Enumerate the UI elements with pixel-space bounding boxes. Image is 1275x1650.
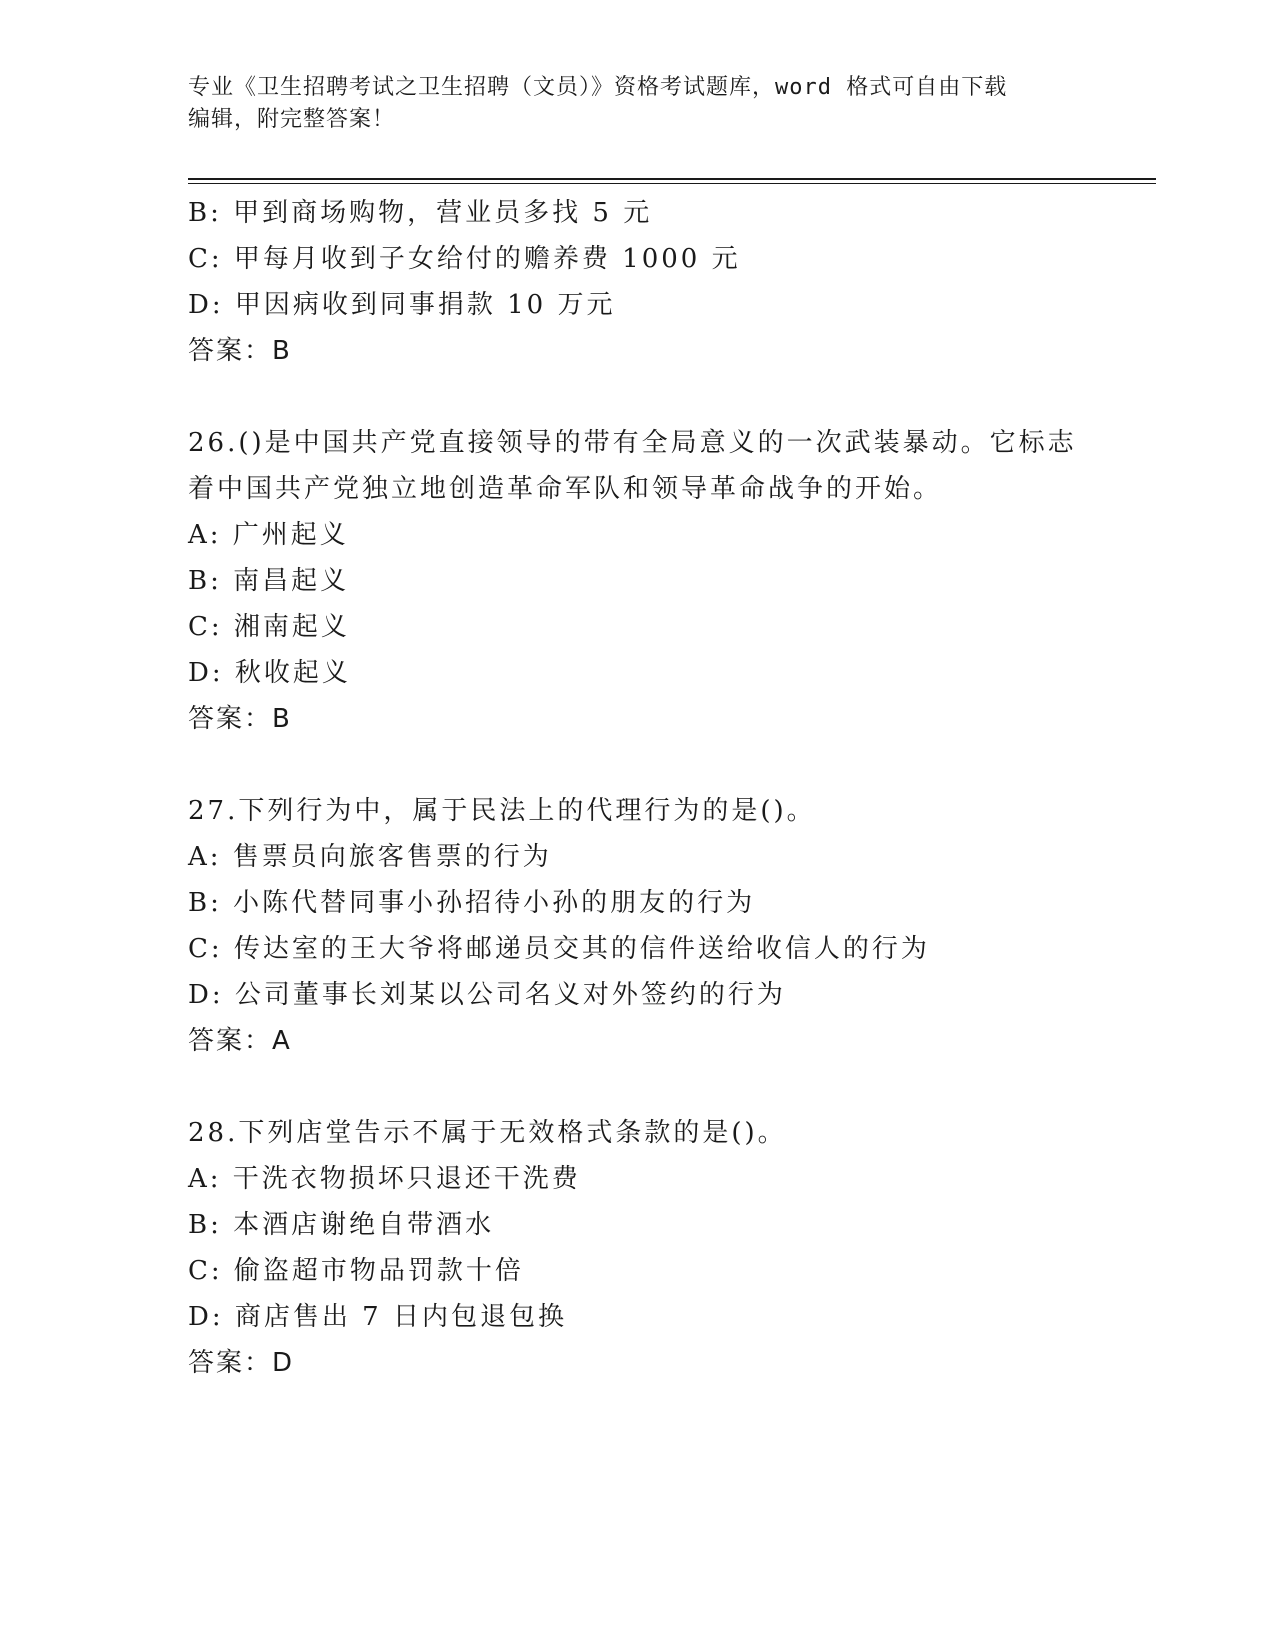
option-b: B: 南昌起义 — [188, 566, 350, 596]
option-b: B: 甲到商场购物，营业员多找 5 元 — [188, 198, 653, 228]
header-line-1: 专业《卫生招聘考试之卫生招聘（文员）》资格考试题库，word 格式可自由下载 — [188, 75, 1008, 100]
question-block-27 — [188, 788, 1088, 1064]
option-b: B: 小陈代替同事小孙招待小孙的朋友的行为 — [188, 888, 756, 918]
option-c: C: 传达室的王大爷将邮递员交其的信件送给收信人的行为 — [188, 934, 930, 964]
option-a: A: 广州起义 — [188, 520, 349, 550]
option-d: D: 秋收起义 — [188, 658, 351, 688]
header-divider — [188, 178, 1156, 180]
option-a: A: 售票员向旅客售票的行为 — [188, 842, 552, 872]
question-text: 28.下列店堂告示不属于无效格式条款的是()。 — [188, 1118, 787, 1148]
header-line-2: 编辑，附完整答案！ — [188, 107, 396, 132]
question-block-28 — [188, 1110, 1088, 1386]
answer-line: 答案：B — [188, 704, 292, 734]
option-c: C: 偷盗超市物品罚款十倍 — [188, 1256, 524, 1286]
option-c: C: 湘南起义 — [188, 612, 350, 642]
answer-line: 答案：A — [188, 1026, 292, 1056]
question-list — [188, 190, 1088, 1386]
header-divider-thin — [188, 183, 1156, 184]
question-block-26 — [188, 420, 1088, 742]
option-d: D: 公司董事长刘某以公司名义对外签约的行为 — [188, 980, 786, 1010]
question-block-partial — [188, 190, 1088, 374]
question-text: 27.下列行为中，属于民法上的代理行为的是()。 — [188, 796, 816, 826]
question-text: 26.()是中国共产党直接领导的带有全局意义的一次武装暴动。它标志着中国共产党独立地创造革命军队和领导革命战争的开始。 — [188, 428, 1077, 504]
option-c: C: 甲每月收到子女给付的赡养费 1000 元 — [188, 244, 741, 274]
answer-line: 答案：B — [188, 336, 292, 366]
option-d: D: 商店售出 7 日内包退包换 — [188, 1302, 567, 1332]
answer-line: 答案：D — [188, 1348, 295, 1378]
option-b: B: 本酒店谢绝自带酒水 — [188, 1210, 495, 1240]
option-a: A: 干洗衣物损坏只退还干洗费 — [188, 1164, 581, 1194]
document-header — [188, 72, 1088, 136]
option-d: D: 甲因病收到同事捐款 10 万元 — [188, 290, 616, 320]
